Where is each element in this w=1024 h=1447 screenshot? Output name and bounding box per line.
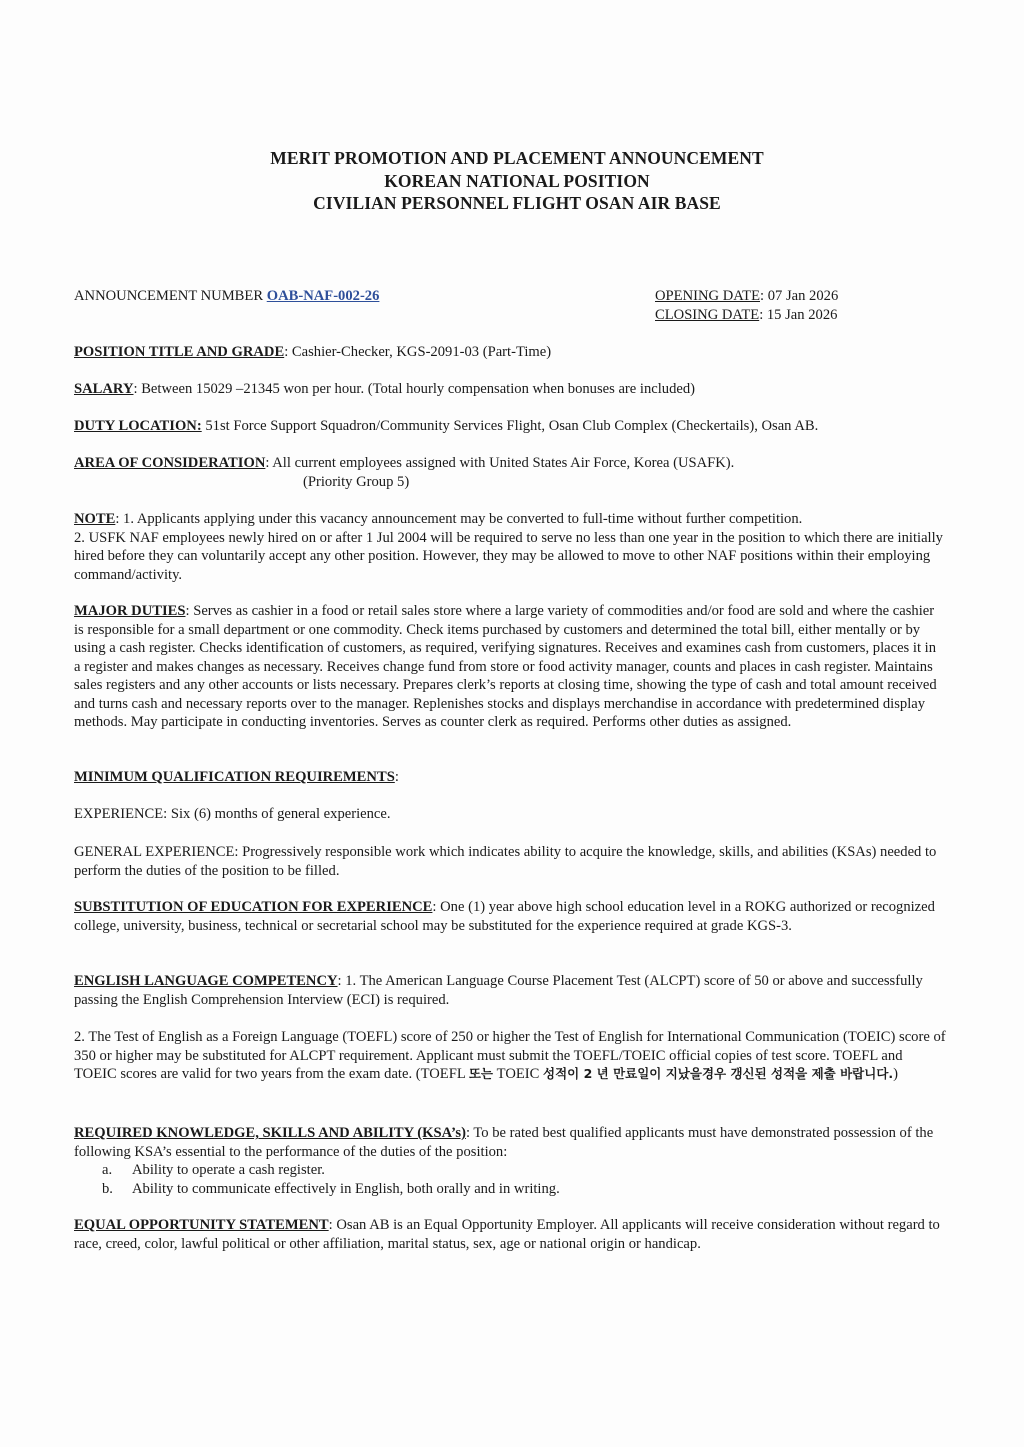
announcement-row [74, 287, 874, 327]
english-label: ENGLISH LANGUAGE COMPETENCY [74, 973, 338, 989]
announcement-dates [655, 287, 838, 324]
english-text-1: : 1. The American Language Course Placement Test (ALCPT) score of 50 or above and successfully passing the English Comprehension Interview (ECI) is required. [74, 973, 923, 1008]
english-korean-1: 또는 [468, 1066, 494, 1081]
general-experience-text: GENERAL EXPERIENCE: Progressively responsible work which indicates ability to acquire the knowledge, skills, and abilities (KSAs) needed to perform the duties of the position to be filled. [74, 844, 937, 879]
eeo-text: : Osan AB is an Equal Opportunity Employer. All applicants will receive consideration without regard to race, creed, color, lawful political or other affiliation, marital status, sex, age or national origin or handicap. [74, 1217, 940, 1252]
english-text-3: TOEIC [493, 1066, 544, 1082]
announcement-number [74, 287, 379, 306]
english-text-4: ) [893, 1066, 899, 1082]
ksa-text: : To be rated best qualified applicants must have demonstrated possession of the following KSA’s essential to the performance of the duties of the position: [74, 1125, 934, 1160]
closing-date-value: : 15 Jan 2026 [759, 306, 838, 323]
duty-location-label: DUTY LOCATION: [74, 418, 202, 434]
ksa-item-marker: a. [102, 1162, 113, 1178]
experience-text: EXPERIENCE: Six (6) months of general experience. [74, 806, 391, 822]
ksa-list [74, 1161, 946, 1198]
salary-value: : Between 15029 –21345 won per hour. (Total hourly compensation when bonuses are included) [133, 381, 696, 397]
ksa-section [74, 1124, 946, 1198]
major-duties-section [74, 602, 946, 732]
note-item-1 [74, 510, 946, 529]
announcement-number-link[interactable]: OAB-NAF-002-26 [266, 288, 380, 304]
note-item-2: 2. USFK NAF employees newly hired on or after 1 Jul 2004 will be required to serve no less than one year in the position to which there are initially hired before they can voluntarily accept any other position. However, they may be allowed to move to other NAF positions within their employing command/activity. [74, 529, 943, 583]
ksa-item-text: Ability to operate a cash register. [132, 1162, 325, 1178]
english-section-2 [74, 1028, 946, 1084]
duty-location-value: 51st Force Support Squadron/Community Services Flight, Osan Club Complex (Checkertails), Osan AB. [201, 418, 819, 434]
note-text-1: : 1. Applicants applying under this vacancy announcement may be converted to full-time without further competition. [115, 511, 803, 527]
min-qual-section [74, 768, 946, 787]
opening-date-value: : 07 Jan 2026 [760, 288, 839, 304]
announcement-number-label: ANNOUNCEMENT NUMBER [74, 288, 264, 304]
english-text-2: 2. The Test of English as a Foreign Language (TOEFL) score of 250 or higher the Test of English for International Communication (TOEIC) score of 350 or higher may be substituted for ALCPT requirement. Applicant must submit the TOEFL/TOEIC official copies of test score. TOEFL and TOEIC scores are valid for two years from the exam date. (TOEFL [74, 1029, 946, 1082]
eeo-section [74, 1216, 946, 1253]
header-line-1: MERIT PROMOTION AND PLACEMENT ANNOUNCEMENT [270, 148, 764, 168]
substitution-text: : One (1) year above high school education level in a ROKG authorized or recognized college, university, business, technical or secretarial school may be substituted for the experience required at grade KGS-3. [74, 899, 935, 934]
salary-section [74, 380, 946, 399]
note-section [74, 510, 946, 584]
header-line-3: CIVILIAN PERSONNEL FLIGHT OSAN AIR BASE [313, 193, 721, 213]
closing-date [655, 306, 838, 325]
note-label: NOTE [74, 511, 116, 527]
experience-section [74, 805, 946, 824]
area-priority: (Priority Group 5) [303, 473, 410, 490]
substitution-label: SUBSTITUTION OF EDUCATION FOR EXPERIENCE [74, 899, 433, 915]
substitution-section [74, 898, 946, 935]
salary-label: SALARY [74, 381, 134, 397]
ksa-item-text: Ability to communicate effectively in English, both orally and in writing. [132, 1180, 560, 1197]
area-section [74, 454, 946, 491]
ksa-label: REQUIRED KNOWLEDGE, SKILLS AND ABILITY (KSA’s) [74, 1125, 466, 1141]
opening-date [655, 287, 838, 306]
position-label: POSITION TITLE AND GRADE [74, 344, 285, 360]
eeo-label: EQUAL OPPORTUNITY STATEMENT [74, 1217, 329, 1233]
position-section [74, 343, 946, 362]
general-experience-section [74, 843, 946, 880]
position-value: : Cashier-Checker, KGS-2091-03 (Part-Time) [284, 344, 552, 360]
ksa-item [74, 1180, 946, 1199]
area-label: AREA OF CONSIDERATION [74, 455, 266, 471]
document-header [0, 147, 1024, 215]
min-qual-suffix: : [394, 769, 399, 785]
closing-date-label: CLOSING DATE [655, 306, 760, 323]
header-line-2: KOREAN NATIONAL POSITION [384, 170, 650, 191]
area-value: : All current employees assigned with United States Air Force, Korea (USAFK). [265, 455, 735, 471]
major-duties-text: : Serves as cashier in a food or retail sales store where a large variety of commodities and/or food are sold and where the cashier is responsible for a small department or one commodity. Check items purchased by customers and determined the total bill, either mentally or by using a cash register. Checks identification of customers, as required, verifying signatures. Receives and examines cash from customers, places it in a register and makes changes as necessary. Receives change fund from store or food activity manager, counts and places in cash register. Maintains sales registers and any other accounts or lists necessary. Prepares clerk’s reports at closing time, showing the type of cash and total amount received and turns cash and necessary reports over to the manager. Replenishes stocks and displays merchandise in accordance with predetermined display methods. May participate in conducting inventories. Serves as counter clerk as required. Performs other duties as assigned. [74, 603, 937, 730]
opening-date-label: OPENING DATE [655, 288, 760, 304]
english-section [74, 972, 946, 1009]
duty-location-section [74, 417, 946, 436]
ksa-item-marker: b. [102, 1180, 113, 1197]
major-duties-label: MAJOR DUTIES [74, 603, 186, 619]
min-qual-label: MINIMUM QUALIFICATION REQUIREMENTS [74, 769, 395, 785]
ksa-item [74, 1161, 946, 1180]
english-korean-2: 성적이 2 년 만료일이 지났을경우 갱신된 성적을 제출 바랍니다. [543, 1066, 894, 1081]
